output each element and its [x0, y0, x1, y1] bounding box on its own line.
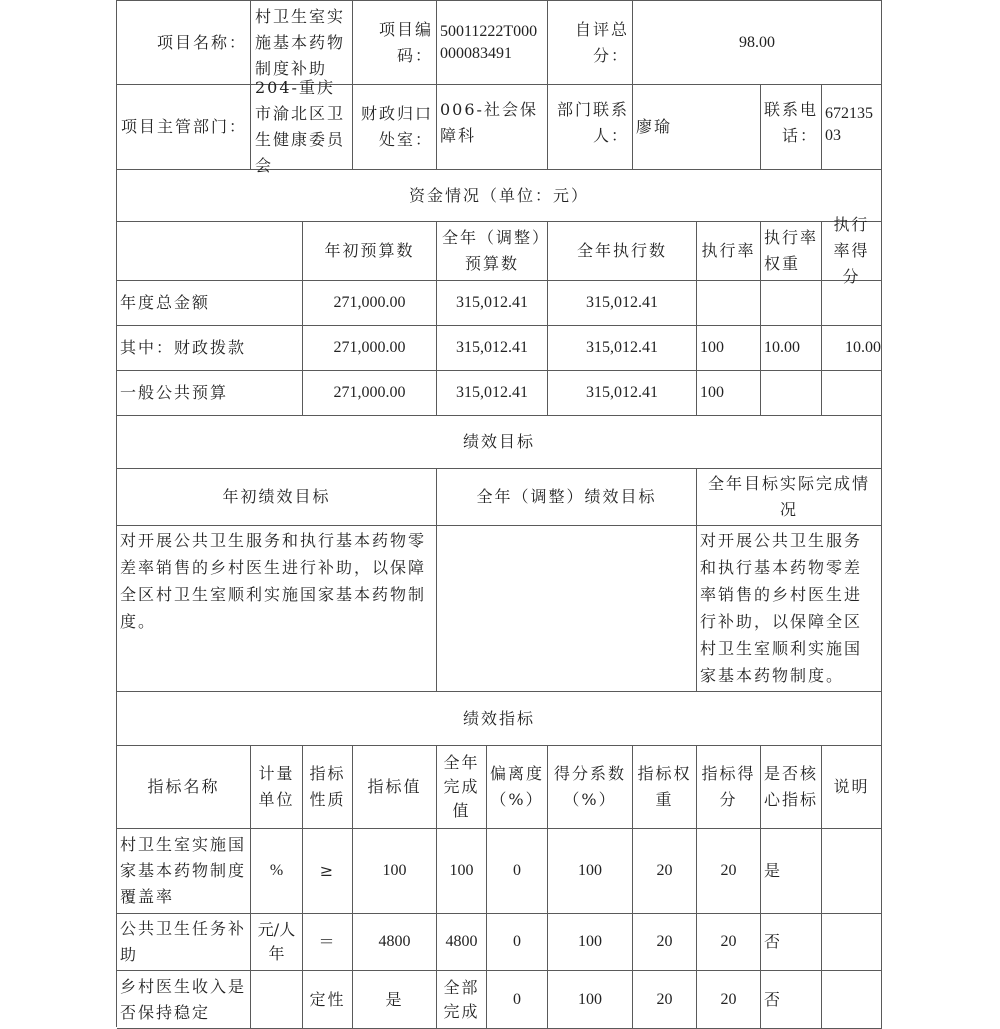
self-score-value: 98.00: [633, 1, 882, 85]
funds-cell: 271,000.00: [303, 281, 437, 326]
ind-header-core: 是否核心指标: [761, 746, 822, 829]
ind-header-unit: 计量单位: [251, 746, 303, 829]
ind-cell: [822, 829, 882, 914]
funds-header-rate-weight: 执行率权重: [761, 222, 822, 281]
ind-cell: 20: [633, 914, 697, 971]
ind-cell: 0: [487, 971, 548, 1029]
goals-header-initial: 年初绩效目标: [117, 469, 437, 526]
funds-header-rate-score: 执行率得分: [822, 222, 882, 281]
ind-cell: 100: [548, 971, 633, 1029]
funds-cell: 315,012.41: [437, 326, 548, 371]
funds-row-label: 其中：财政拨款: [117, 326, 303, 371]
indicators-title: 绩效指标: [117, 692, 882, 746]
goals-initial-text: 对开展公共卫生服务和执行基本药物零差率销售的乡村医生进行补助，以保障全区村卫生室顺利实施国家基本药物制度。: [117, 526, 437, 692]
dept-label: 项目主管部门：: [117, 85, 251, 170]
funds-header-initial-budget: 年初预算数: [303, 222, 437, 281]
ind-cell: 20: [697, 914, 761, 971]
project-name-value: 村卫生室实施基本药物制度补助: [251, 1, 353, 85]
finance-office-label: 财政归口处室：: [353, 85, 437, 170]
funds-cell: [697, 281, 761, 326]
ind-header-nature: 指标性质: [303, 746, 353, 829]
ind-cell: ＝: [303, 914, 353, 971]
ind-cell: [822, 914, 882, 971]
ind-cell: %: [251, 829, 303, 914]
funds-cell: 315,012.41: [548, 281, 697, 326]
funds-cell: 315,012.41: [437, 371, 548, 416]
goals-actual-text: 对开展公共卫生服务和执行基本药物零差率销售的乡村医生进行补助，以保障全区村卫生室顺利实施国家基本药物制度。: [697, 526, 882, 692]
dept-value: 204-重庆市渝北区卫生健康委员会: [251, 85, 353, 170]
project-code-label: 项目编码：: [353, 1, 437, 85]
ind-header-actual: 全年完成值: [437, 746, 487, 829]
funds-header-blank: [117, 222, 303, 281]
funds-cell: 315,012.41: [548, 326, 697, 371]
ind-cell: 否: [761, 971, 822, 1029]
funds-cell: [761, 371, 822, 416]
ind-cell: 否: [761, 914, 822, 971]
funds-row-label: 年度总金额: [117, 281, 303, 326]
funds-cell: 315,012.41: [437, 281, 548, 326]
funds-cell: [761, 281, 822, 326]
funds-cell: 100: [697, 371, 761, 416]
ind-cell: [822, 971, 882, 1029]
ind-cell: 全部完成: [437, 971, 487, 1029]
ind-cell: 100: [548, 914, 633, 971]
ind-cell: 100: [548, 829, 633, 914]
funds-title: 资金情况（单位：元）: [117, 170, 882, 222]
ind-cell: 20: [697, 829, 761, 914]
ind-cell: 是: [761, 829, 822, 914]
ind-header-note: 说明: [822, 746, 882, 829]
project-code-value: 50011222T000000083491: [437, 1, 548, 85]
goals-header-actual: 全年目标实际完成情况: [697, 469, 882, 526]
ind-header-deviation: 偏离度（%）: [487, 746, 548, 829]
funds-header-exec-rate: 执行率: [697, 222, 761, 281]
finance-office-value: 006-社会保障科: [437, 85, 548, 170]
phone-label: 联系电话：: [761, 85, 822, 170]
ind-header-coefficient: 得分系数（%）: [548, 746, 633, 829]
goals-title: 绩效目标: [117, 416, 882, 469]
funds-cell: 271,000.00: [303, 326, 437, 371]
project-name-label: 项目名称：: [117, 1, 251, 85]
ind-header-weight: 指标权重: [633, 746, 697, 829]
goals-adjusted-text: [437, 526, 697, 692]
ind-row-name: 乡村医生收入是否保持稳定: [117, 971, 251, 1029]
ind-cell: 0: [487, 829, 548, 914]
funds-cell: 100: [697, 326, 761, 371]
ind-cell: 4800: [437, 914, 487, 971]
ind-header-target: 指标值: [353, 746, 437, 829]
ind-cell: 100: [353, 829, 437, 914]
ind-cell: 100: [437, 829, 487, 914]
ind-cell: 4800: [353, 914, 437, 971]
funds-cell: 10.00: [761, 326, 822, 371]
ind-cell: 20: [697, 971, 761, 1029]
funds-cell: [822, 281, 882, 326]
ind-row-name: 公共卫生任务补助: [117, 914, 251, 971]
goals-header-adjusted: 全年（调整）绩效目标: [437, 469, 697, 526]
ind-row-name: 村卫生室实施国家基本药物制度覆盖率: [117, 829, 251, 914]
ind-cell: 元/人年: [251, 914, 303, 971]
contact-label: 部门联系人：: [548, 85, 633, 170]
funds-cell: 315,012.41: [548, 371, 697, 416]
funds-cell: [822, 371, 882, 416]
ind-cell: 定性: [303, 971, 353, 1029]
ind-header-score: 指标得分: [697, 746, 761, 829]
ind-cell: [251, 971, 303, 1029]
funds-row-label: 一般公共预算: [117, 371, 303, 416]
ind-cell: ≥: [303, 829, 353, 914]
ind-cell: 20: [633, 829, 697, 914]
ind-cell: 20: [633, 971, 697, 1029]
phone-value: 67213503: [822, 85, 882, 170]
ind-cell: 是: [353, 971, 437, 1029]
self-score-label: 自评总分：: [548, 1, 633, 85]
funds-cell: 10.00: [822, 326, 882, 371]
funds-cell: 271,000.00: [303, 371, 437, 416]
ind-cell: 0: [487, 914, 548, 971]
funds-header-adjusted-budget: 全年（调整）预算数: [437, 222, 548, 281]
ind-header-name: 指标名称: [117, 746, 251, 829]
funds-header-executed: 全年执行数: [548, 222, 697, 281]
contact-value: 廖瑜: [633, 85, 761, 170]
